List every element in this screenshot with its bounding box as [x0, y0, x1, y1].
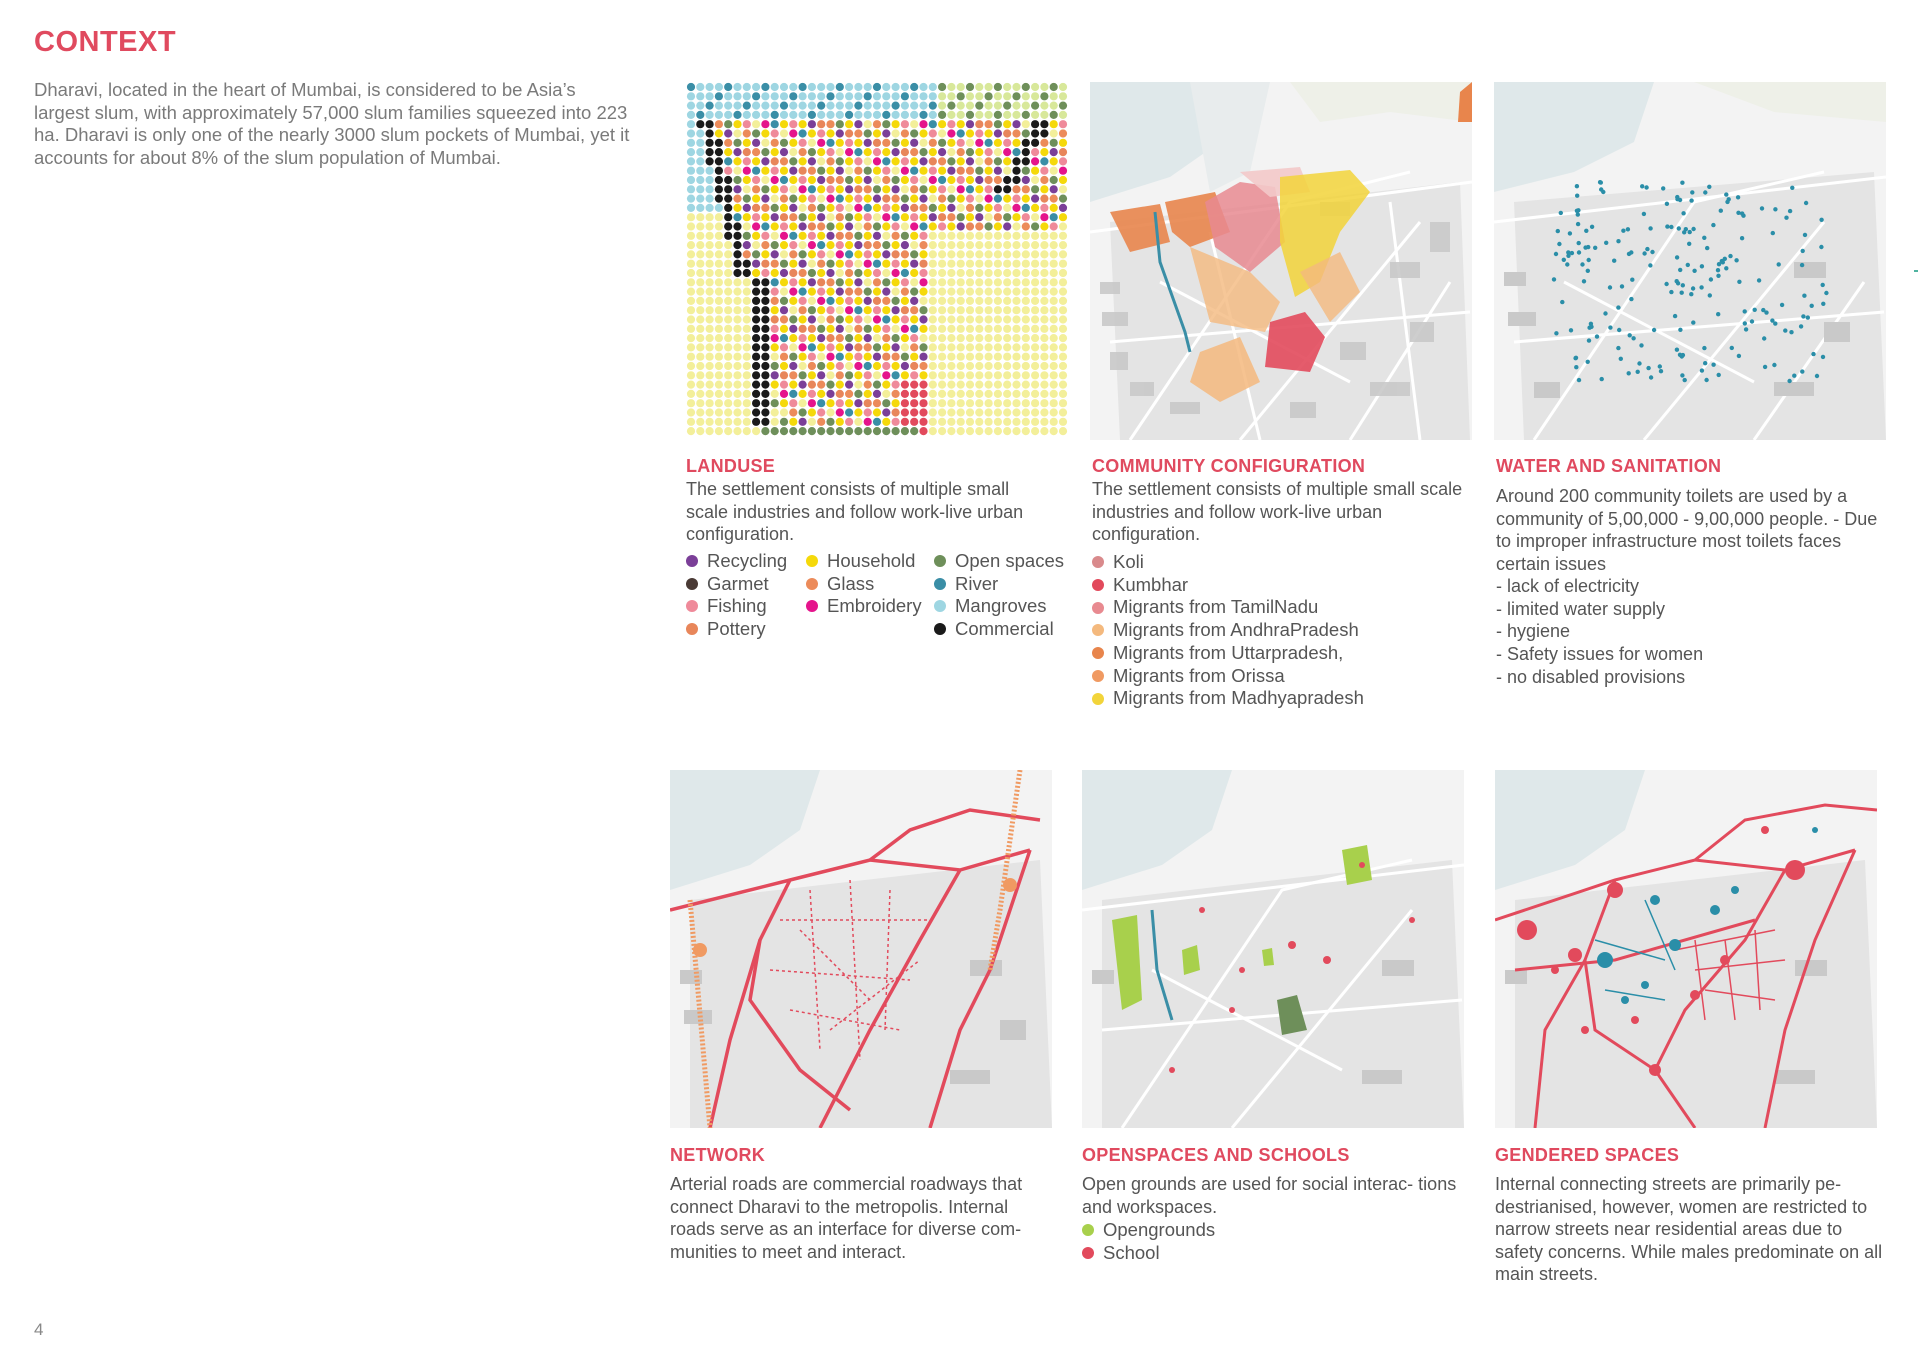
legend-item	[934, 573, 1084, 596]
legend-dot-icon	[1082, 1224, 1094, 1236]
legend-label: Open spaces	[955, 550, 1065, 571]
legend-label: Migrants from TamilNadu	[1113, 596, 1319, 618]
openspaces-heading: OPENSPACES AND SCHOOLS	[1082, 1145, 1350, 1165]
legend-item	[934, 618, 1084, 641]
water-map-drawing	[1494, 82, 1886, 440]
water-heading: WATER AND SANITATION	[1496, 456, 1722, 476]
legend-dot-icon	[1092, 693, 1104, 705]
legend-dot-icon	[806, 555, 818, 567]
legend-label: River	[955, 572, 999, 594]
legend-item	[1092, 574, 1364, 597]
network-heading: NETWORK	[670, 1145, 766, 1165]
openspaces-description: Open grounds are used for social interac- tions and workspaces.	[1082, 1174, 1457, 1217]
legend-item	[686, 573, 806, 596]
legend-label: Migrants from AndhraPradesh	[1113, 619, 1359, 641]
gendered-description: Internal connecting streets are primarily pe- destrianised, however, women are restricted to narrow streets near residential areas due to safety concerns. While males predominate on all main streets.	[1495, 1174, 1883, 1284]
community-heading: COMMUNITY CONFIGURATION	[1092, 456, 1366, 476]
page-title: CONTEXT	[34, 26, 177, 58]
gendered-heading: GENDERED SPACES	[1495, 1145, 1680, 1165]
water-issue: - lack of electricity	[1496, 576, 1640, 596]
water-issue: - hygiene	[1496, 621, 1571, 642]
legend-item	[1092, 642, 1364, 665]
legend-item	[934, 550, 1084, 573]
water-description: Around 200 community toilets are used by a community of 5,00,000 - 9,00,000 people. - Due to improper infrastructure most toilets faces certain issues	[1496, 486, 1878, 574]
openspaces-legend	[1082, 1219, 1215, 1264]
landuse-heading: LANDUSE	[686, 456, 776, 476]
legend-label: Migrants from Madhyapradesh	[1113, 687, 1364, 709]
legend-item	[1082, 1219, 1215, 1242]
legend-dot-icon	[1092, 670, 1104, 682]
community-description: The settlement consists of multiple small scale industries and follow work-live urban configuration.	[1092, 479, 1463, 544]
legend-item	[806, 550, 934, 573]
legend-dot-icon	[1092, 579, 1104, 591]
landuse-legend	[686, 550, 1084, 640]
legend-dot-icon	[1092, 624, 1104, 636]
water-map	[1494, 82, 1886, 440]
water-issue: - no disabled provisions	[1496, 666, 1686, 687]
legend-dot-icon	[1092, 602, 1104, 614]
network-map-drawing	[670, 770, 1052, 1128]
legend-dot-icon	[1082, 1247, 1094, 1259]
gendered-map	[1495, 770, 1877, 1128]
legend-label: School	[1103, 1241, 1160, 1263]
legend-dot-icon	[686, 555, 698, 567]
intro-paragraph: Dharavi, located in the heart of Mumbai, is considered to be Asia’s largest slum, with approximately 57,000 slum families squeezed into 223 ha. Dharavi is only one of the nearly 3000 slum pockets of Mumbai, yet it accounts for about 8% of the slum population of Mumbai.	[34, 79, 630, 168]
legend-dot-icon	[686, 600, 698, 612]
legend-label: Pottery	[707, 617, 766, 639]
legend-item	[934, 595, 1084, 618]
legend-item	[806, 618, 934, 641]
gendered-map-drawing	[1495, 770, 1877, 1128]
edge-mark	[1914, 270, 1918, 272]
legend-dot-icon	[934, 600, 946, 612]
legend-item	[806, 595, 934, 618]
network-map	[670, 770, 1052, 1128]
community-legend	[1092, 551, 1364, 710]
legend-item	[1082, 1242, 1215, 1265]
legend-dot-icon	[806, 578, 818, 590]
network-description: Arterial roads are commercial roadways that connect Dharavi to the metropolis. Internal roads serve as an interface for diverse com- munities to meet and interact.	[670, 1174, 1023, 1262]
legend-label: Household	[827, 550, 916, 571]
community-map	[1090, 82, 1472, 440]
legend-label: Migrants from Orissa	[1113, 664, 1285, 686]
legend-item	[686, 618, 806, 641]
page-number: 4	[34, 1320, 44, 1339]
openspaces-map	[1082, 770, 1464, 1128]
legend-label: Embroidery	[827, 595, 922, 616]
water-issues	[1496, 575, 1703, 689]
legend-item	[806, 573, 934, 596]
water-issue: - Safety issues for women	[1496, 644, 1704, 665]
legend-item	[1092, 665, 1364, 688]
legend-label: Fishing	[707, 595, 767, 616]
legend-dot-icon	[934, 555, 946, 567]
landuse-description: The settlement consists of multiple small scale industries and follow work-live urban configuration.	[686, 479, 1024, 544]
legend-dot-icon	[806, 600, 818, 612]
legend-dot-icon	[1092, 647, 1104, 659]
legend-label: Kumbhar	[1113, 573, 1189, 595]
legend-label: Recycling	[707, 550, 788, 571]
legend-item	[1092, 596, 1364, 619]
legend-item	[1092, 619, 1364, 642]
legend-dot-icon	[686, 578, 698, 590]
legend-label: Koli	[1113, 551, 1144, 572]
legend-label: Glass	[827, 572, 875, 594]
landuse-dot-grid	[686, 82, 1068, 440]
legend-item	[1092, 687, 1364, 710]
water-issue: - limited water supply	[1496, 598, 1666, 619]
legend-label: Opengrounds	[1103, 1219, 1216, 1240]
landuse-dot-map	[686, 82, 1068, 440]
legend-item	[1092, 551, 1364, 574]
legend-dot-icon	[686, 623, 698, 635]
openspaces-map-drawing	[1082, 770, 1464, 1128]
legend-item	[686, 595, 806, 618]
legend-label: Migrants from Uttarpradesh,	[1113, 641, 1344, 663]
legend-dot-icon	[934, 578, 946, 590]
community-map-drawing	[1090, 82, 1472, 440]
legend-label: Commercial	[955, 617, 1054, 639]
legend-label: Mangroves	[955, 595, 1047, 616]
legend-dot-icon	[1092, 556, 1104, 568]
legend-item	[686, 550, 806, 573]
legend-dot-icon	[934, 623, 946, 635]
legend-label: Garmet	[707, 572, 769, 594]
